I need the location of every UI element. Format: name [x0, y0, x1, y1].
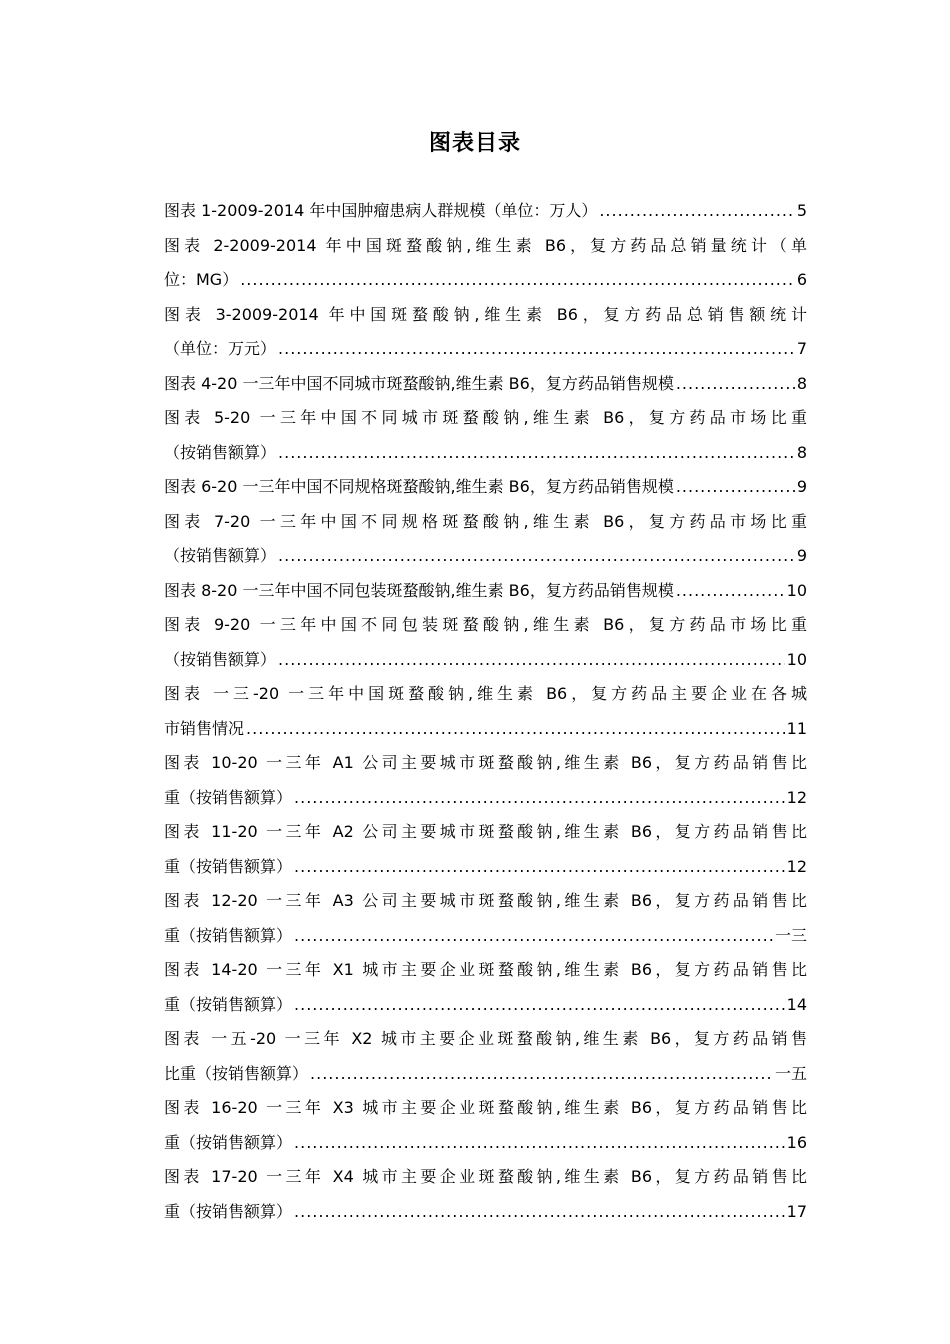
toc-entry-title: 图表 一五-20 一三年 X2 城市主要企业斑蝥酸钠,维生素 B6，复方药品销售 — [164, 1029, 807, 1048]
dot-leader — [676, 470, 795, 505]
toc-entry[interactable] — [164, 746, 807, 815]
toc-entry[interactable] — [164, 1022, 807, 1091]
toc-entry-title-continued: 重（按销售额算） — [164, 994, 293, 1014]
dot-leader — [294, 988, 785, 1023]
toc-entry[interactable] — [164, 815, 807, 884]
toc-page-number: 10 — [786, 580, 807, 600]
toc-entry-title-continued: （单位：万元） — [164, 339, 277, 358]
dot-leader — [676, 574, 785, 609]
toc-page-number: 8 — [796, 373, 807, 393]
toc-entry-title: 图表 10-20 一三年 A1 公司主要城市斑蝥酸钠,维生素 B6，复方药品销售比 — [164, 753, 807, 772]
toc-page-number: 14 — [786, 994, 807, 1014]
toc-entry-title: 图表 11-20 一三年 A2 公司主要城市斑蝥酸钠,维生素 B6，复方药品销售比 — [164, 822, 807, 841]
toc-entry-title-continued: 重（按销售额算） — [164, 1201, 293, 1221]
dot-leader — [310, 1057, 773, 1092]
dot-leader — [676, 367, 795, 402]
toc-entry[interactable] — [164, 229, 807, 298]
toc-entry-title: 图表 14-20 一三年 X1 城市主要企业斑蝥酸钠,维生素 B6，复方药品销售比 — [164, 960, 807, 979]
toc-entry-title-continued: 重（按销售额算） — [164, 787, 293, 807]
toc-entry[interactable] — [164, 1091, 807, 1160]
toc-entry-title: 图表 5-20 一三年中国不同城市斑蝥酸钠,维生素 B6，复方药品市场比重 — [164, 408, 807, 427]
toc-entry[interactable] — [164, 401, 807, 470]
dot-leader — [294, 781, 785, 816]
toc-page-number: 一五 — [774, 1063, 807, 1083]
toc-entry[interactable] — [164, 194, 807, 229]
toc-entry-title-continued: 重（按销售额算） — [164, 856, 293, 876]
toc-page-number: 8 — [796, 442, 807, 462]
toc-page-number: 7 — [796, 339, 807, 358]
toc-page-number: 10 — [786, 649, 807, 669]
toc-entry-title-continued: （按销售额算） — [164, 649, 277, 669]
toc-entry[interactable] — [164, 470, 807, 505]
dot-leader — [599, 194, 794, 229]
toc-entry-title: 图表 4-20 一三年中国不同城市斑蝥酸钠,维生素 B6，复方药品销售规模 — [164, 373, 674, 393]
toc-page-number: 11 — [786, 718, 807, 738]
dot-leader — [278, 539, 795, 574]
toc-entry-title-continued: 重（按销售额算） — [164, 1132, 293, 1152]
toc-entry-title: 图表 9-20 一三年中国不同包装斑蝥酸钠,维生素 B6，复方药品市场比重 — [164, 615, 807, 634]
toc-entry-title-continued: （按销售额算） — [164, 546, 277, 565]
toc-entry-title: 图表 3-2009-2014 年中国斑蝥酸钠,维生素 B6，复方药品总销售额统计 — [164, 304, 807, 324]
toc-entry-title-continued: （按销售额算） — [164, 442, 277, 462]
toc-entry[interactable] — [164, 953, 807, 1022]
dot-leader — [294, 1195, 785, 1230]
toc-entry[interactable] — [164, 298, 807, 367]
dot-leader — [246, 712, 785, 747]
toc-entry[interactable] — [164, 884, 807, 953]
toc-entry-title: 图表 12-20 一三年 A3 公司主要城市斑蝥酸钠,维生素 B6，复方药品销售比 — [164, 891, 807, 910]
toc-page-number: 5 — [796, 201, 807, 220]
toc-entry[interactable] — [164, 574, 807, 609]
dot-leader — [278, 643, 785, 678]
dot-leader — [294, 850, 785, 885]
dot-leader — [294, 919, 773, 954]
toc-entry-title: 图表 1-2009-2014 年中国肿瘤患病人群规模（单位：万人） — [164, 201, 598, 220]
toc-entry[interactable] — [164, 505, 807, 574]
toc-entry-title-continued: 比重（按销售额算） — [164, 1063, 309, 1083]
page-title: 图表目录 — [428, 131, 521, 156]
dot-leader — [240, 263, 795, 298]
toc-page-number: 6 — [796, 270, 807, 289]
toc-entry-title: 图表 7-20 一三年中国不同规格斑蝥酸钠,维生素 B6，复方药品市场比重 — [164, 511, 807, 531]
dot-leader — [278, 332, 795, 367]
toc-entry-title: 图表 17-20 一三年 X4 城市主要企业斑蝥酸钠,维生素 B6，复方药品销售比 — [164, 1167, 807, 1186]
toc-entry-title: 图表 一三-20 一三年中国斑蝥酸钠,维生素 B6，复方药品主要企业在各城 — [164, 684, 807, 703]
toc-page-number: 一三 — [774, 925, 807, 945]
toc-entry-title-continued: 位：MG） — [164, 270, 239, 289]
table-of-figures — [164, 194, 807, 1229]
toc-entry-title: 图表 16-20 一三年 X3 城市主要企业斑蝥酸钠,维生素 B6，复方药品销售比 — [164, 1098, 807, 1117]
toc-page-number: 17 — [786, 1201, 807, 1221]
toc-page-number: 9 — [796, 477, 807, 496]
toc-entry[interactable] — [164, 608, 807, 677]
toc-entry[interactable] — [164, 1160, 807, 1229]
toc-entry-title: 图表 2-2009-2014 年中国斑蝥酸钠,维生素 B6，复方药品总销量统计（单 — [164, 235, 807, 255]
toc-entry-title-continued: 重（按销售额算） — [164, 925, 293, 945]
toc-page-number: 9 — [796, 546, 807, 565]
toc-entry-title-continued: 市销售情况 — [164, 718, 245, 738]
dot-leader — [278, 436, 795, 471]
toc-entry-title: 图表 8-20 一三年中国不同包装斑蝥酸钠,维生素 B6，复方药品销售规模 — [164, 580, 674, 600]
toc-page-number: 12 — [786, 787, 807, 807]
toc-page-number: 12 — [786, 856, 807, 876]
toc-page-number: 16 — [786, 1132, 807, 1152]
toc-entry-title: 图表 6-20 一三年中国不同规格斑蝥酸钠,维生素 B6，复方药品销售规模 — [164, 477, 674, 496]
dot-leader — [294, 1126, 785, 1161]
toc-entry[interactable] — [164, 367, 807, 402]
toc-entry[interactable] — [164, 677, 807, 746]
